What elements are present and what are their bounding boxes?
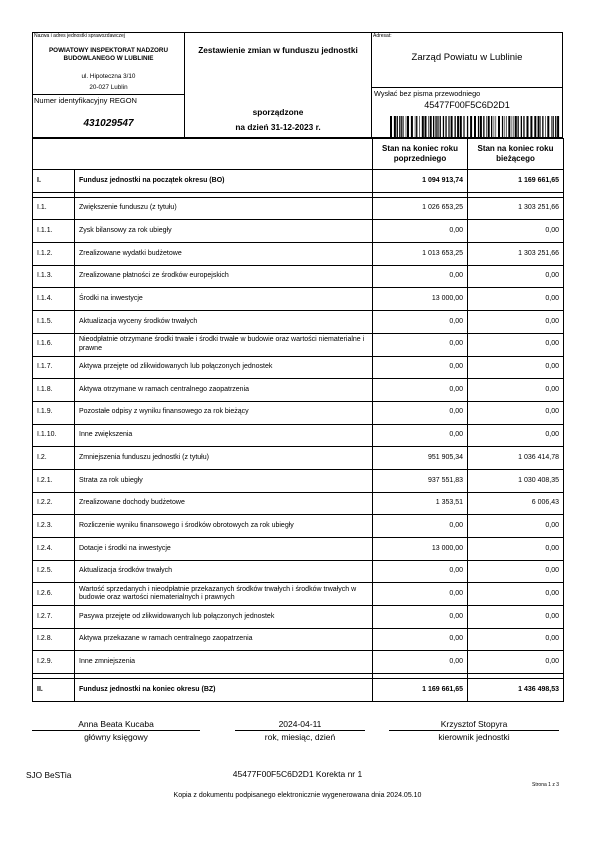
barcode-bar — [545, 116, 546, 137]
barcode-bar — [523, 116, 524, 137]
row-curr-value: 0,00 — [468, 515, 564, 538]
row-label: Nieodpłatnie otrzymane środki trwałe i środki trwałe w budowie oraz wartości niematerialne i prawne — [75, 333, 373, 356]
addressee-name: Zarząd Powiatu w Lublinie — [411, 52, 523, 63]
row-curr-value: 0,00 — [468, 538, 564, 561]
head-role: kierownik jednostki — [438, 732, 510, 742]
barcode-bar — [415, 116, 416, 137]
barcode-bar — [502, 116, 503, 137]
document-code: 45477F00F5C6D2D1 — [424, 100, 510, 110]
barcode-bar — [425, 116, 427, 137]
row-prev-value: 0,00 — [373, 333, 468, 356]
barcode-bar — [463, 116, 464, 137]
row-id: I.1.8. — [33, 379, 75, 402]
report-header — [32, 32, 563, 138]
row-id: I.1.5. — [33, 311, 75, 334]
row-prev-value: 0,00 — [373, 220, 468, 243]
barcode-bar — [547, 116, 549, 137]
row-prev-value: 0,00 — [373, 651, 468, 674]
table-row — [33, 492, 564, 515]
row-label: Aktywa otrzymane w ramach centralnego zaopatrzenia — [75, 379, 373, 402]
row-curr-value: 0,00 — [468, 606, 564, 629]
row-label: Aktywa przekazane w ramach centralnego zaopatrzenia — [75, 628, 373, 651]
barcode-bar — [407, 116, 409, 137]
unit-city: 20-027 Lublin — [89, 84, 128, 91]
barcode-icon — [390, 116, 560, 137]
report-date: na dzień 31-12-2023 r. — [235, 122, 321, 132]
row-curr-value: 1 169 661,65 — [468, 170, 564, 193]
barcode-bar — [445, 116, 446, 137]
barcode-bar — [496, 116, 497, 137]
row-label: Zmniejszenia funduszu jednostki (z tytułu) — [75, 447, 373, 470]
signature-line — [235, 730, 365, 731]
title-cell — [185, 33, 372, 137]
barcode-bar — [521, 116, 522, 137]
barcode-bar — [470, 116, 472, 137]
row-curr-value: 0,00 — [468, 651, 564, 674]
table-row — [33, 170, 564, 193]
row-label: Zysk bilansowy za rok ubiegły — [75, 220, 373, 243]
signature-date — [235, 719, 365, 742]
row-id: I.1. — [33, 197, 75, 220]
row-curr-value: 1 303 251,66 — [468, 243, 564, 266]
row-curr-value: 0,00 — [468, 333, 564, 356]
row-curr-value: 0,00 — [468, 583, 564, 606]
row-label: Zrealizowane płatności ze środków europejskich — [75, 265, 373, 288]
row-prev-value: 0,00 — [373, 424, 468, 447]
table-row — [33, 401, 564, 424]
row-label: Rozliczenie wyniku finansowego i środków obrotowych za rok ubiegły — [75, 515, 373, 538]
table-row — [33, 651, 564, 674]
barcode-bar — [406, 116, 407, 137]
unit-name: POWIATOWY INSPEKTORAT NADZORU BUDOWLANEGO W LUBLINIE — [48, 47, 169, 62]
row-id: I.2.1. — [33, 469, 75, 492]
send-label: Wysłać bez pisma przewodniego — [374, 89, 481, 98]
table-row — [33, 220, 564, 243]
table-body — [33, 170, 564, 702]
barcode-bar — [483, 116, 484, 137]
fund-changes-table — [32, 138, 564, 702]
signature-date-value: 2024-04-11 — [278, 719, 322, 729]
barcode-bar — [534, 116, 536, 137]
barcode-bar — [433, 116, 434, 137]
table-row — [33, 265, 564, 288]
row-id: I.2.3. — [33, 515, 75, 538]
unit-label: Nazwa i adres jednostki sprawozdawczej — [34, 33, 125, 39]
row-curr-value: 0,00 — [468, 628, 564, 651]
row-label: Fundusz jednostki na koniec okresu (BZ) — [75, 679, 373, 702]
table-row — [33, 679, 564, 702]
row-curr-value: 0,00 — [468, 288, 564, 311]
barcode-bar — [428, 116, 429, 137]
row-prev-value: 1 094 913,74 — [373, 170, 468, 193]
row-label: Inne zwiększenia — [75, 424, 373, 447]
row-curr-value: 0,00 — [468, 401, 564, 424]
barcode-bar — [491, 116, 492, 137]
barcode-bar — [411, 116, 413, 137]
row-label: Środki na inwestycje — [75, 288, 373, 311]
row-id: I.2.4. — [33, 538, 75, 561]
row-curr-value: 0,00 — [468, 265, 564, 288]
barcode-bar — [397, 116, 398, 137]
row-prev-value: 0,00 — [373, 265, 468, 288]
prepared-label: sporządzone — [252, 107, 304, 117]
barcode-bar — [486, 116, 487, 137]
row-prev-value: 1 026 653,25 — [373, 197, 468, 220]
barcode-bar — [394, 116, 396, 137]
barcode-bar — [401, 116, 402, 137]
barcode-bar — [553, 116, 554, 137]
row-label: Aktywa przejęte od zlikwidowanych lub połączonych jednostek — [75, 356, 373, 379]
row-label: Pasywa przejęte od zlikwidowanych lub połączonych jednostek — [75, 606, 373, 629]
row-label: Wartość sprzedanych i nieodpłatnie przekazanych środków trwałych i środków trwałych w budowie oraz wartości niematerialnych i prawnych — [75, 583, 373, 606]
signature-head — [389, 719, 559, 742]
row-id: I.2.7. — [33, 606, 75, 629]
barcode-bar — [512, 116, 513, 137]
row-curr-value: 0,00 — [468, 379, 564, 402]
barcode-bar — [435, 116, 436, 137]
row-curr-value: 6 006,43 — [468, 492, 564, 515]
barcode-bar — [542, 116, 543, 137]
row-id: I.1.2. — [33, 243, 75, 266]
row-prev-value: 1 169 661,65 — [373, 679, 468, 702]
row-label: Inne zmniejszenia — [75, 651, 373, 674]
row-id: I.1.10. — [33, 424, 75, 447]
table-row — [33, 628, 564, 651]
barcode-bar — [527, 116, 529, 137]
row-id: I.2. — [33, 447, 75, 470]
table-row — [33, 197, 564, 220]
row-id: I. — [33, 170, 75, 193]
barcode-bar — [448, 116, 449, 137]
row-curr-value: 0,00 — [468, 560, 564, 583]
row-id: I.2.2. — [33, 492, 75, 515]
barcode-bar — [540, 116, 541, 137]
barcode-bar — [440, 116, 441, 137]
row-label: Fundusz jednostki na początek okresu (BO) — [75, 170, 373, 193]
table-row — [33, 311, 564, 334]
barcode-bar — [474, 116, 476, 137]
row-label: Zrealizowane dochody budżetowe — [75, 492, 373, 515]
row-id: I.2.9. — [33, 651, 75, 674]
footer-page-number: Strona 1 z 3 — [532, 782, 559, 788]
row-id: I.1.4. — [33, 288, 75, 311]
barcode-bar — [506, 116, 507, 137]
barcode-bar — [467, 116, 468, 137]
signature-accountant — [32, 719, 200, 742]
head-name: Krzysztof Stopyra — [440, 719, 508, 729]
signature-line — [389, 730, 559, 731]
accountant-name: Anna Beata Kucaba — [78, 719, 154, 729]
row-id: I.1.7. — [33, 356, 75, 379]
row-curr-value: 1 436 498,53 — [468, 679, 564, 702]
barcode-bar — [455, 116, 456, 137]
barcode-bar — [538, 116, 540, 137]
barcode-bar — [508, 116, 510, 137]
barcode-bar — [422, 116, 424, 137]
barcode-bar — [403, 116, 404, 137]
barcode-bar — [457, 116, 459, 137]
header-blank — [33, 139, 373, 170]
row-curr-value: 1 030 408,35 — [468, 469, 564, 492]
barcode-bar — [505, 116, 506, 137]
row-prev-value: 1 353,51 — [373, 492, 468, 515]
table-row — [33, 424, 564, 447]
table-row — [33, 288, 564, 311]
barcode-bar — [443, 116, 444, 137]
send-box — [372, 87, 562, 137]
row-prev-value: 0,00 — [373, 560, 468, 583]
table-row — [33, 515, 564, 538]
table-row — [33, 469, 564, 492]
barcode-bar — [436, 116, 437, 137]
row-label: Strata za rok ubiegły — [75, 469, 373, 492]
addressee-label: Adresat: — [373, 33, 392, 39]
regon-box — [33, 94, 184, 137]
row-curr-value: 1 036 414,78 — [468, 447, 564, 470]
row-id: I.2.8. — [33, 628, 75, 651]
row-prev-value: 951 905,34 — [373, 447, 468, 470]
footer-copy-note: Kopia z dokumentu podpisanego elektronicznie wygenerowana dnia 2024.05.10 — [173, 792, 422, 799]
barcode-bar — [399, 116, 400, 137]
barcode-bar — [416, 116, 417, 137]
signature-line — [32, 730, 200, 731]
barcode-bar — [514, 116, 515, 137]
row-id: II. — [33, 679, 75, 702]
row-curr-value: 0,00 — [468, 220, 564, 243]
row-curr-value: 0,00 — [468, 424, 564, 447]
accountant-role: główny księgowy — [84, 732, 148, 742]
barcode-bar — [488, 116, 490, 137]
barcode-bar — [449, 116, 450, 137]
row-prev-value: 937 551,83 — [373, 469, 468, 492]
table-header-row — [33, 139, 564, 170]
table-row — [33, 243, 564, 266]
row-prev-value: 0,00 — [373, 356, 468, 379]
row-curr-value: 1 303 251,66 — [468, 197, 564, 220]
barcode-bar — [419, 116, 420, 137]
row-prev-value: 1 013 653,25 — [373, 243, 468, 266]
row-prev-value: 13 000,00 — [373, 538, 468, 561]
reporting-unit-cell — [33, 33, 185, 137]
barcode-bar — [430, 116, 432, 137]
row-label: Aktualizacja wyceny środków trwałych — [75, 311, 373, 334]
table-row — [33, 606, 564, 629]
unit-street: ul. Hipoteczna 3/10 — [81, 73, 136, 80]
row-prev-value: 13 000,00 — [373, 288, 468, 311]
addressee-cell — [372, 33, 562, 137]
barcode-bar — [530, 116, 532, 137]
table-row — [33, 560, 564, 583]
table-row — [33, 379, 564, 402]
barcode-bar — [478, 116, 479, 137]
row-id: I.1.1. — [33, 220, 75, 243]
regon-number: 431029547 — [83, 118, 134, 129]
row-id: I.1.9. — [33, 401, 75, 424]
row-prev-value: 0,00 — [373, 379, 468, 402]
barcode-bar — [390, 116, 392, 137]
barcode-bar — [494, 116, 495, 137]
row-label: Dotacje i środki na inwestycje — [75, 538, 373, 561]
row-prev-value: 0,00 — [373, 401, 468, 424]
row-label: Zrealizowane wydatki budżetowe — [75, 243, 373, 266]
row-id: I.1.6. — [33, 333, 75, 356]
col-header-prev: Stan na koniec roku poprzedniego — [373, 139, 468, 170]
row-curr-value: 0,00 — [468, 356, 564, 379]
row-prev-value: 0,00 — [373, 583, 468, 606]
barcode-bar — [460, 116, 462, 137]
row-prev-value: 0,00 — [373, 606, 468, 629]
barcode-bar — [551, 116, 552, 137]
barcode-bar — [498, 116, 500, 137]
barcode-bar — [464, 116, 465, 137]
regon-label: Numer identyfikacyjny REGON — [34, 96, 137, 105]
table-row — [33, 333, 564, 356]
signature-date-role: rok, miesiąc, dzień — [264, 732, 336, 742]
row-curr-value: 0,00 — [468, 311, 564, 334]
barcode-bar — [557, 116, 559, 137]
col-header-curr: Stan na koniec roku bieżącego — [468, 139, 564, 170]
barcode-bar — [451, 116, 453, 137]
table-row — [33, 538, 564, 561]
row-id: I.2.6. — [33, 583, 75, 606]
row-label: Zwiększenie funduszu (z tytułu) — [75, 197, 373, 220]
table-row — [33, 356, 564, 379]
row-id: I.2.5. — [33, 560, 75, 583]
row-label: Aktualizacja środków trwałych — [75, 560, 373, 583]
table-row — [33, 447, 564, 470]
table-row — [33, 583, 564, 606]
barcode-bar — [438, 116, 439, 137]
barcode-bar — [515, 116, 517, 137]
row-id: I.1.3. — [33, 265, 75, 288]
row-label: Pozostałe odpisy z wyniku finansowego za rok bieżący — [75, 401, 373, 424]
row-prev-value: 0,00 — [373, 515, 468, 538]
barcode-bar — [480, 116, 482, 137]
footer-doc-line: 45477F00F5C6D2D1 Korekta nr 1 — [232, 769, 363, 779]
report-title: Zestawienie zmian w funduszu jednostki — [198, 45, 358, 55]
row-prev-value: 0,00 — [373, 628, 468, 651]
barcode-bar — [555, 116, 556, 137]
row-prev-value: 0,00 — [373, 311, 468, 334]
barcode-bar — [518, 116, 519, 137]
footer-system: SJO BeSTia — [26, 770, 72, 780]
